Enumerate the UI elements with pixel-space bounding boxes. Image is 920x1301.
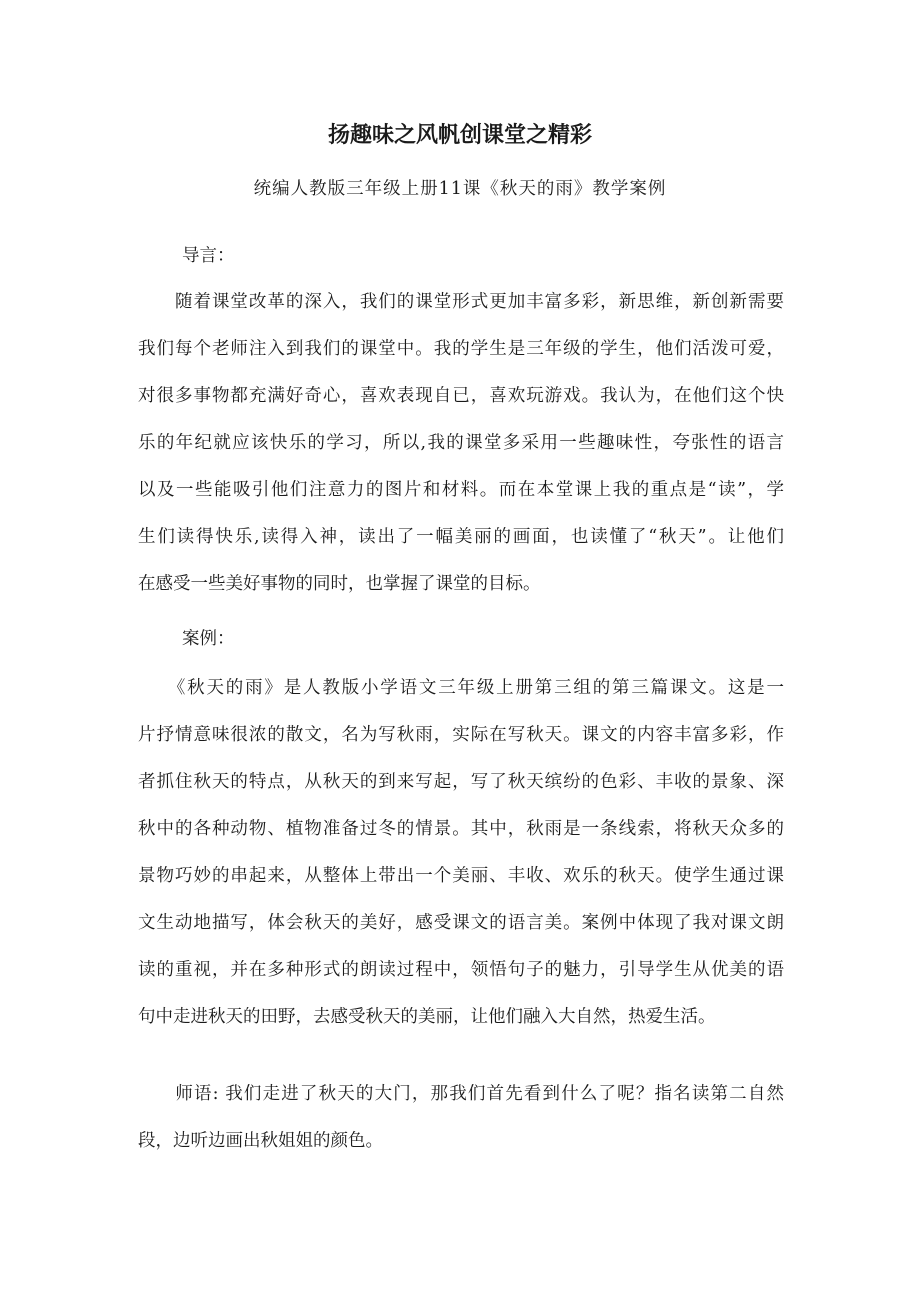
intro-line: 生们读得快乐,读得入神，读出了一幅美丽的画面，也读懂了“秋天”。让他们 xyxy=(138,527,784,547)
intro-line: 我们每个老师注入到我们的课堂中。我的学生是三年级的学生，他们活泼可爱， xyxy=(138,339,784,359)
teacher-line: 师语: 我们走进了秋天的大门，那我们首先看到什么了呢？指名读第二自然 xyxy=(138,1084,784,1104)
case-line: 句中走进秋天的田野，去感受秋天的美丽，让他们融入大自然，热爱生活。 xyxy=(138,1007,716,1027)
intro-line: 对很多事物都充满好奇心，喜欢表现自已，喜欢玩游戏。我认为，在他们这个快 xyxy=(138,386,784,406)
intro-line: 以及一些能吸引他们注意力的图片和材料。而在本堂课上我的重点是“读”，学 xyxy=(138,480,784,500)
intro-heading: 导言： xyxy=(182,246,235,266)
teacher-line: 段，边听边画出秋姐姐的颜色。 xyxy=(138,1131,383,1151)
document-subtitle: 统编人教版三年级上册11课《秋天的雨》教学案例 xyxy=(253,179,667,199)
case-heading: 案例： xyxy=(182,629,235,649)
case-line: 者抓住秋天的特点，从秋天的到来写起，写了秋天缤纷的色彩、丰收的景象、深 xyxy=(138,772,784,792)
intro-line: 随着课堂改革的深入，我们的课堂形式更加丰富多彩，新思维，新创新需要 xyxy=(138,292,784,312)
case-line: 文生动地描写，体会秋天的美好，感受课文的语言美。案例中体现了我对课文朗 xyxy=(138,913,784,933)
case-line: 片抒情意味很浓的散文，名为写秋雨，实际在写秋天。课文的内容丰富多彩，作 xyxy=(138,725,784,745)
document-title: 扬趣味之风帆创课堂之精彩 xyxy=(327,123,592,148)
intro-line: 在感受一些美好事物的同时，也掌握了课堂的目标。 xyxy=(138,574,541,594)
case-line: 景物巧妙的串起来，从整体上带出一个美丽、丰收、欢乐的秋天。使学生通过课 xyxy=(138,866,784,886)
case-line: 《秋天的雨》是人教版小学语文三年级上册第三组的第三篇课文。这是一 xyxy=(138,678,784,698)
intro-line: 乐的年纪就应该快乐的学习，所以,我的课堂多采用一些趣味性，夸张性的语言 xyxy=(138,433,784,453)
case-line: 读的重视，并在多种形式的朗读过程中，领悟句子的魅力，引导学生从优美的语 xyxy=(138,960,784,980)
case-line: 秋中的各种动物、植物准备过冬的情景。其中，秋雨是一条线索，将秋天众多的 xyxy=(138,819,784,839)
